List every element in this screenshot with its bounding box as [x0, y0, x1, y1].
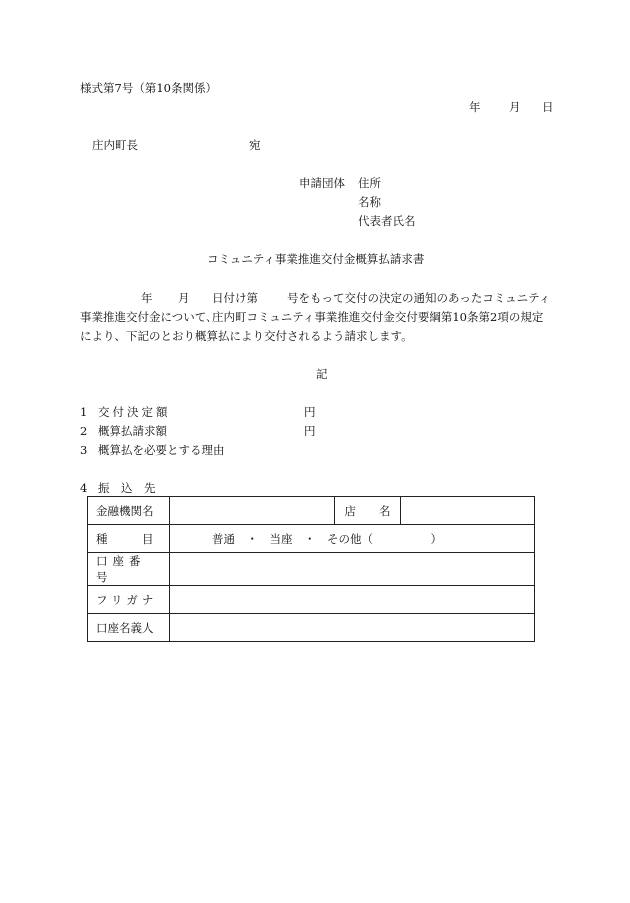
- bank-name-label: 金融機関名: [88, 497, 170, 525]
- date-month-label: 月: [509, 100, 521, 114]
- applicant-group-label: 申請団体: [299, 176, 345, 190]
- addressee-suffix: 宛: [249, 138, 261, 152]
- date-day-label: 日: [542, 100, 554, 114]
- body-line3: により、下記のとおり概算払により交付されるよう請求します。: [80, 329, 413, 343]
- ki-marker: 記: [316, 367, 328, 381]
- body-line2: 事業推進交付金について､庄内町コミュニティ事業推進交付金交付要綱第10条第2項の規定: [80, 310, 544, 324]
- item-2-unit: 円: [304, 424, 316, 438]
- furigana-label-text: フリガナ: [96, 592, 158, 607]
- body-day-no: 日付け第: [212, 291, 258, 305]
- addressee-name: 庄内町長: [92, 138, 138, 152]
- body-line1-rest: 号をもって交付の決定の通知のあったコミュニティ: [287, 291, 551, 305]
- furigana-label: [88, 586, 170, 614]
- table-row: [88, 586, 535, 614]
- body-month: 月: [178, 291, 190, 305]
- bank-transfer-table: [87, 496, 535, 642]
- branch-field[interactable]: [401, 497, 535, 525]
- account-holder-field[interactable]: [170, 614, 535, 642]
- furigana-field[interactable]: [170, 586, 535, 614]
- item-3-num: 3: [80, 443, 88, 457]
- account-type-options[interactable]: 普通 ・ 当座 ・ その他（ ）: [170, 525, 535, 553]
- account-holder-label: 口座名義人: [88, 614, 170, 642]
- branch-label: 店 名: [335, 497, 401, 525]
- item-2-label: 概算払請求額: [98, 424, 167, 438]
- table-row: [88, 497, 535, 525]
- table-row: [88, 614, 535, 642]
- account-number-field[interactable]: [170, 553, 535, 586]
- account-type-label: 種 目: [88, 525, 170, 553]
- applicant-representative-label: 代表者氏名: [358, 214, 416, 228]
- item-1-num: 1: [80, 405, 88, 419]
- applicant-name-label: 名称: [358, 195, 381, 209]
- body-year: 年: [141, 291, 153, 305]
- item-2-num: 2: [80, 424, 88, 438]
- item-4-label: 振 込 先: [98, 481, 156, 495]
- item-3-label: 概算払を必要とする理由: [98, 443, 225, 457]
- table-row: [88, 553, 535, 586]
- applicant-address-label: 住所: [358, 176, 381, 190]
- document-title: コミュニティ事業推進交付金概算払請求書: [207, 252, 425, 266]
- item-4-num: 4: [80, 481, 88, 495]
- account-number-label-text: 口座番号: [96, 554, 146, 584]
- account-number-label: [88, 553, 170, 586]
- bank-name-field[interactable]: [170, 497, 335, 525]
- item-1-unit: 円: [304, 405, 316, 419]
- date-year-label: 年: [469, 100, 481, 114]
- item-1-label: 交付決定額: [98, 405, 171, 419]
- table-row: [88, 525, 535, 553]
- form-number: 様式第7号（第10条関係）: [80, 81, 217, 95]
